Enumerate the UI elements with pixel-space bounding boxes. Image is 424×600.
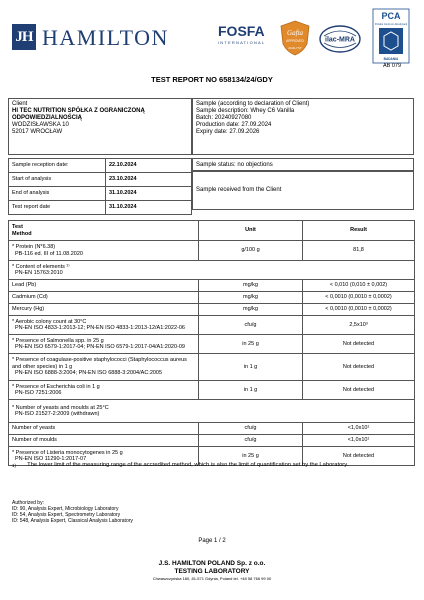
result-test-name: Cadmium (Cd) bbox=[12, 294, 48, 301]
sample-production-date: Production date: 27.09.2024 bbox=[196, 122, 272, 128]
client-box bbox=[8, 98, 192, 155]
hamilton-logo-text: HAMILTON bbox=[42, 25, 169, 50]
result-test-name: * Content of elements ¹⁾ bbox=[12, 263, 70, 270]
client-address2: 52017 WROCŁAW bbox=[12, 129, 63, 135]
result-test-cell bbox=[9, 316, 199, 335]
ilac-mra-logo bbox=[318, 24, 362, 54]
result-test-cell bbox=[9, 435, 199, 447]
result-value: Not detected bbox=[303, 447, 415, 466]
header-method: Method bbox=[12, 230, 32, 237]
result-unit: cfu/g bbox=[199, 316, 303, 335]
client-name-line2: ODPOWIEDZIALNOŚCIĄ bbox=[12, 115, 82, 121]
result-row bbox=[9, 400, 415, 423]
gafta-badge bbox=[279, 20, 311, 56]
result-unit: cfu/g bbox=[199, 435, 303, 447]
pca-subtitle: Polskie Centrum Akredytacji bbox=[374, 23, 408, 26]
date-label: End of analysis bbox=[8, 187, 106, 200]
date-label: Sample reception date: bbox=[8, 159, 106, 172]
result-method: PB-116 ed. III of 11.08.2020 bbox=[15, 250, 83, 257]
ilac-wordmark: ilac-MRA bbox=[325, 36, 355, 44]
date-row bbox=[8, 201, 192, 215]
result-row bbox=[9, 316, 415, 335]
result-row bbox=[9, 241, 415, 261]
results-header-row bbox=[9, 221, 415, 241]
authorized-line: ID: 90, Analysis Expert, Microbiology Laboratory bbox=[12, 506, 119, 512]
footer bbox=[0, 560, 424, 582]
result-method: PN-EN 15763:2010 bbox=[15, 270, 63, 276]
result-test-name: * Presence of coagulase-positive staphylococci (Staphylococcus aureus and other species) in 1 g bbox=[12, 357, 187, 370]
result-method: PN-EN ISO 6888-3:2004; PN-EN ISO 6888-3:2004/AC:2005 bbox=[15, 370, 163, 377]
sample-label: Sample (according to declaration of Client) bbox=[196, 101, 310, 107]
sample-description: Sample description: Whey C6 Vanilla bbox=[196, 108, 295, 114]
result-value: Not detected bbox=[303, 354, 415, 381]
result-value: <1,0x10¹ bbox=[303, 423, 415, 435]
header-result: Result bbox=[303, 221, 415, 241]
result-unit: mg/kg bbox=[199, 304, 303, 316]
authorized-by bbox=[12, 500, 312, 524]
result-value: <1,0x10¹ bbox=[303, 435, 415, 447]
client-label: Client bbox=[12, 101, 28, 107]
result-unit: in 25 g bbox=[199, 335, 303, 354]
client-name-line1: HI TEC NUTRITION SPÓŁKA Z OGRANICZONĄ bbox=[12, 108, 145, 114]
result-unit: mg/kg bbox=[199, 280, 303, 292]
sample-received: Sample received from the Client bbox=[192, 171, 414, 210]
dates-table bbox=[8, 158, 192, 215]
result-unit: in 1 g bbox=[199, 354, 303, 381]
client-address1: WODZISŁAWSKA 10 bbox=[12, 122, 69, 128]
result-test-cell bbox=[9, 304, 199, 316]
result-test-name: * Number of yeasts and moulds at 25°C bbox=[12, 404, 109, 411]
report-title: TEST REPORT NO 658134/24/GDY bbox=[151, 75, 273, 84]
gafta-analyst: ANALYST bbox=[288, 46, 302, 50]
result-row bbox=[9, 354, 415, 381]
result-test-cell bbox=[9, 423, 199, 435]
date-row bbox=[8, 187, 192, 201]
result-test-cell bbox=[9, 354, 199, 381]
result-row bbox=[9, 292, 415, 304]
date-value: 23.10.2024 bbox=[106, 173, 192, 186]
result-test-name: Number of yeasts bbox=[12, 425, 56, 432]
result-unit: in 25 g bbox=[199, 447, 303, 466]
result-value: 2,5x10³ bbox=[303, 316, 415, 335]
authorized-line: ID: 548, Analysis Expert, Classical Analysis Laboratory bbox=[12, 518, 133, 524]
footnote-text: The lower limit of the measuring range of the accredited method, which is also the limit of quantification set by the Laboratory. bbox=[27, 462, 349, 468]
sample-box bbox=[192, 98, 414, 155]
result-row bbox=[9, 435, 415, 447]
authorized-line: ID: 54, Analysis Expert, Spectrometry Laboratory bbox=[12, 512, 121, 518]
footer-address: Chwaszczyńska 180, 81-571 Gdynia, Poland tel. +48 58 766 99 00 bbox=[152, 576, 272, 581]
pca-accreditation-badge bbox=[372, 8, 410, 68]
sample-expiry-date: Expiry date: 27.09.2026 bbox=[196, 129, 260, 135]
hamilton-logo-mark: JH bbox=[12, 24, 36, 50]
fosfa-logo bbox=[218, 24, 276, 52]
results-table bbox=[8, 220, 415, 466]
result-unit: cfu/g bbox=[199, 423, 303, 435]
date-value: 22.10.2024 bbox=[106, 159, 192, 172]
sample-status: Sample status: no objections bbox=[192, 158, 414, 171]
result-unit: g/100 g bbox=[199, 241, 303, 261]
result-row bbox=[9, 381, 415, 400]
footnote bbox=[12, 462, 412, 469]
gafta-approved: APPROVED bbox=[286, 39, 304, 43]
footnote-marker: 1) bbox=[12, 463, 17, 468]
result-test-cell bbox=[9, 241, 199, 261]
result-test-cell bbox=[9, 335, 199, 354]
result-test-name: * Presence of Escherichia coli in 1 g bbox=[12, 383, 100, 390]
result-test-name: * Aerobic colony count at 30°C bbox=[12, 318, 87, 325]
result-method: PN-ISO 21527-2:2009 (withdrawn) bbox=[15, 411, 100, 417]
result-method: PN-EN ISO 6579-1:2017-04; PN-EN ISO 6579-1:2017-04/A1:2020-09 bbox=[15, 344, 185, 350]
results-body bbox=[9, 241, 415, 466]
header-test: Test bbox=[12, 224, 23, 230]
result-value: < 0,010 (0,010 ± 0,002) bbox=[303, 280, 415, 292]
fosfa-wordmark: FOSFA bbox=[218, 23, 265, 39]
result-row bbox=[9, 423, 415, 435]
result-row bbox=[9, 261, 415, 280]
fosfa-subtitle: INTERNATIONAL bbox=[218, 40, 266, 45]
result-group-cell bbox=[9, 261, 415, 280]
result-value: Not detected bbox=[303, 381, 415, 400]
result-method: PN-ISO 7251:2006 bbox=[15, 390, 62, 396]
date-value: 31.10.2024 bbox=[106, 201, 192, 214]
result-test-name: * Protein (N*6.38) bbox=[12, 244, 56, 250]
pca-wordmark: PCA bbox=[381, 11, 401, 21]
result-value: 81,8 bbox=[303, 241, 415, 261]
header-unit: Unit bbox=[199, 221, 303, 241]
result-test-name: Number of moulds bbox=[12, 437, 57, 444]
result-value: < 0,0010 (0,0010 ± 0,0002) bbox=[303, 292, 415, 304]
authorized-line: Authorized by: bbox=[12, 500, 44, 506]
result-row bbox=[9, 304, 415, 316]
result-value: < 0,0010 (0,0010 ± 0,0002) bbox=[303, 304, 415, 316]
result-method: PN-EN ISO 4833-1:2013-12; PN-EN ISO 4833-1:2013-12/A1:2022-06 bbox=[15, 325, 185, 331]
result-value: Not detected bbox=[303, 335, 415, 354]
date-label: Start of analysis bbox=[8, 173, 106, 186]
result-row bbox=[9, 335, 415, 354]
header-test-method bbox=[9, 221, 199, 241]
result-row bbox=[9, 280, 415, 292]
result-method: PN-EN ISO 11290-1:2017-07 bbox=[15, 456, 87, 462]
result-test-name: * Presence of Listeria monocytogenes in 25 g bbox=[12, 449, 123, 456]
result-unit: in 1 g bbox=[199, 381, 303, 400]
page-number: Page 1 / 2 bbox=[198, 538, 226, 544]
result-test-name: Mercury (Hg) bbox=[12, 306, 45, 313]
result-test-name: Lead (Pb) bbox=[12, 282, 37, 289]
pca-badania: BADANIA bbox=[383, 57, 399, 61]
date-row bbox=[8, 158, 192, 173]
result-test-name: * Presence of Salmonella spp. in 25 g bbox=[12, 337, 104, 344]
accreditation-number: AB 079 bbox=[382, 63, 402, 69]
footer-company: J.S. HAMILTON POLAND Sp. z o.o. bbox=[158, 560, 266, 567]
footer-lab: TESTING LABORATORY bbox=[174, 568, 250, 575]
date-label: Test report date bbox=[8, 201, 106, 214]
date-row bbox=[8, 173, 192, 187]
date-value: 31.10.2024 bbox=[106, 187, 192, 200]
result-test-cell bbox=[9, 381, 199, 400]
result-test-cell bbox=[9, 280, 199, 292]
gafta-wordmark: Gafta bbox=[287, 29, 303, 37]
result-test-cell bbox=[9, 292, 199, 304]
result-unit: mg/kg bbox=[199, 292, 303, 304]
result-group-cell bbox=[9, 400, 415, 423]
sample-batch: Batch: 20240927080 bbox=[196, 115, 252, 121]
